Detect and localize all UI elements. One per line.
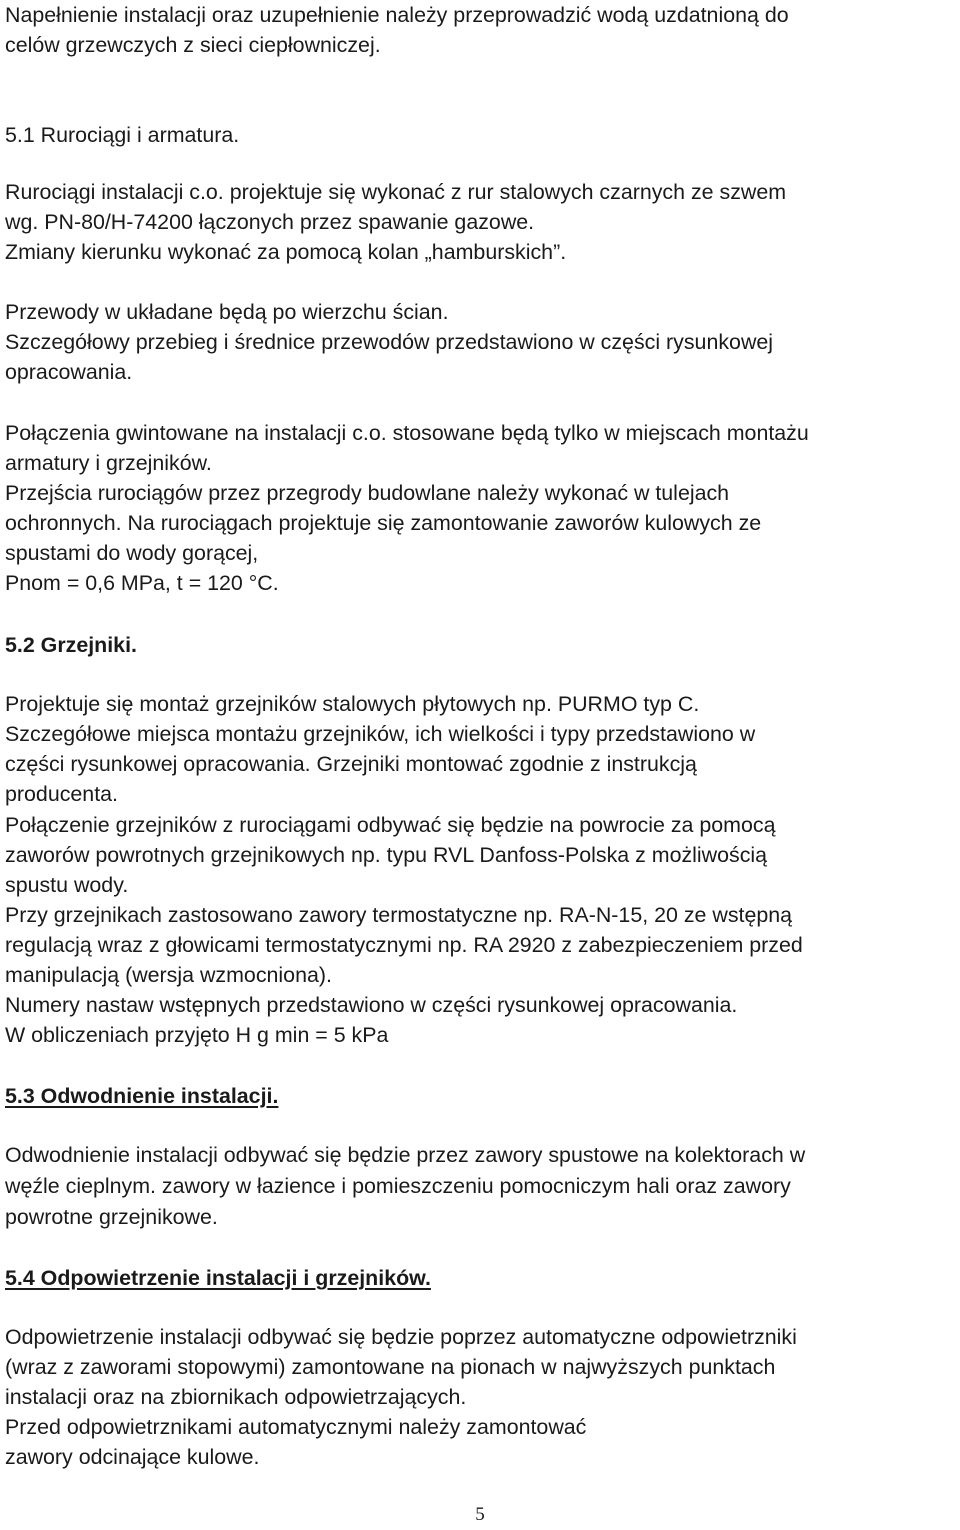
paragraph-line: części rysunkowej opracowania. Grzejniki montować zgodnie z instrukcją bbox=[5, 752, 697, 776]
paragraph-line: Przejścia rurociągów przez przegrody budowlane należy wykonać w tulejach bbox=[5, 481, 730, 505]
paragraph-line: zawory odcinające kulowe. bbox=[5, 1445, 260, 1469]
paragraph-line: Szczegółowy przebieg i średnice przewodów przedstawiono w części rysunkowej bbox=[5, 330, 774, 354]
section-heading-5-1: 5.1 Rurociągi i armatura. bbox=[5, 123, 240, 147]
paragraph-line: manipulacją (wersja wzmocniona). bbox=[5, 963, 332, 987]
paragraph-line: Przed odpowietrznikami automatycznymi należy zamontować bbox=[5, 1415, 587, 1439]
paragraph-line: Połączenie grzejników z rurociągami odbywać się będzie na powrocie za pomocą bbox=[5, 813, 776, 837]
page-number: 5 bbox=[475, 1504, 485, 1525]
paragraph-line: spustami do wody gorącej, bbox=[5, 541, 259, 565]
section-heading-5-3: 5.3 Odwodnienie instalacji. bbox=[5, 1084, 279, 1108]
paragraph-line: Rurociągi instalacji c.o. projektuje się wykonać z rur stalowych czarnych ze szwem bbox=[5, 180, 787, 204]
paragraph-line: węźle cieplnym. zawory w łazience i pomieszczeniu pomocniczym hali oraz zawory bbox=[5, 1174, 791, 1198]
paragraph-line: powrotne grzejnikowe. bbox=[5, 1205, 218, 1229]
paragraph-line: Połączenia gwintowane na instalacji c.o. stosowane będą tylko w miejscach montażu bbox=[5, 421, 809, 445]
paragraph-line: Projektuje się montaż grzejników stalowych płytowych np. PURMO typ C. bbox=[5, 692, 700, 716]
paragraph-line: Numery nastaw wstępnych przedstawiono w części rysunkowej opracowania. bbox=[5, 993, 738, 1017]
paragraph-line: Szczegółowe miejsca montażu grzejników, ich wielkości i typy przedstawiono w bbox=[5, 722, 756, 746]
paragraph-line: W obliczeniach przyjęto H g min = 5 kPa bbox=[5, 1023, 389, 1047]
paragraph-line: opracowania. bbox=[5, 360, 133, 384]
section-heading-5-4: 5.4 Odpowietrzenie instalacji i grzejników. bbox=[5, 1266, 431, 1290]
paragraph-line: Pnom = 0,6 MPa, t = 120 °C. bbox=[5, 571, 279, 595]
paragraph-line: zaworów powrotnych grzejnikowych np. typu RVL Danfoss-Polska z możliwością bbox=[5, 843, 768, 867]
paragraph-line: instalacji oraz na zbiornikach odpowietrzających. bbox=[5, 1385, 467, 1409]
paragraph-line: spustu wody. bbox=[5, 873, 129, 897]
paragraph-line: (wraz z zaworami stopowymi) zamontowane na pionach w najwyższych punktach bbox=[5, 1355, 776, 1379]
intro-line: Napełnienie instalacji oraz uzupełnienie należy przeprowadzić wodą uzdatnioną do bbox=[5, 3, 789, 27]
intro-line: celów grzewczych z sieci ciepłowniczej. bbox=[5, 33, 381, 57]
section-heading-5-2: 5.2 Grzejniki. bbox=[5, 633, 137, 657]
paragraph-line: regulacją wraz z głowicami termostatycznymi np. RA 2920 z zabezpieczeniem przed bbox=[5, 933, 803, 957]
paragraph-line: wg. PN-80/H-74200 łączonych przez spawanie gazowe. bbox=[5, 210, 535, 234]
paragraph-line: Przy grzejnikach zastosowano zawory termostatyczne np. RA-N-15, 20 ze wstępną bbox=[5, 903, 793, 927]
paragraph-line: Zmiany kierunku wykonać za pomocą kolan „hamburskich”. bbox=[5, 240, 567, 264]
paragraph-line: armatury i grzejników. bbox=[5, 451, 212, 475]
paragraph-line: Przewody w układane będą po wierzchu ścian. bbox=[5, 300, 449, 324]
paragraph-line: Odpowietrzenie instalacji odbywać się będzie poprzez automatyczne odpowietrzniki bbox=[5, 1325, 797, 1349]
paragraph-line: ochronnych. Na rurociągach projektuje się zamontowanie zaworów kulowych ze bbox=[5, 511, 762, 535]
paragraph-line: producenta. bbox=[5, 782, 118, 806]
paragraph-line: Odwodnienie instalacji odbywać się będzie przez zawory spustowe na kolektorach w bbox=[5, 1143, 806, 1167]
